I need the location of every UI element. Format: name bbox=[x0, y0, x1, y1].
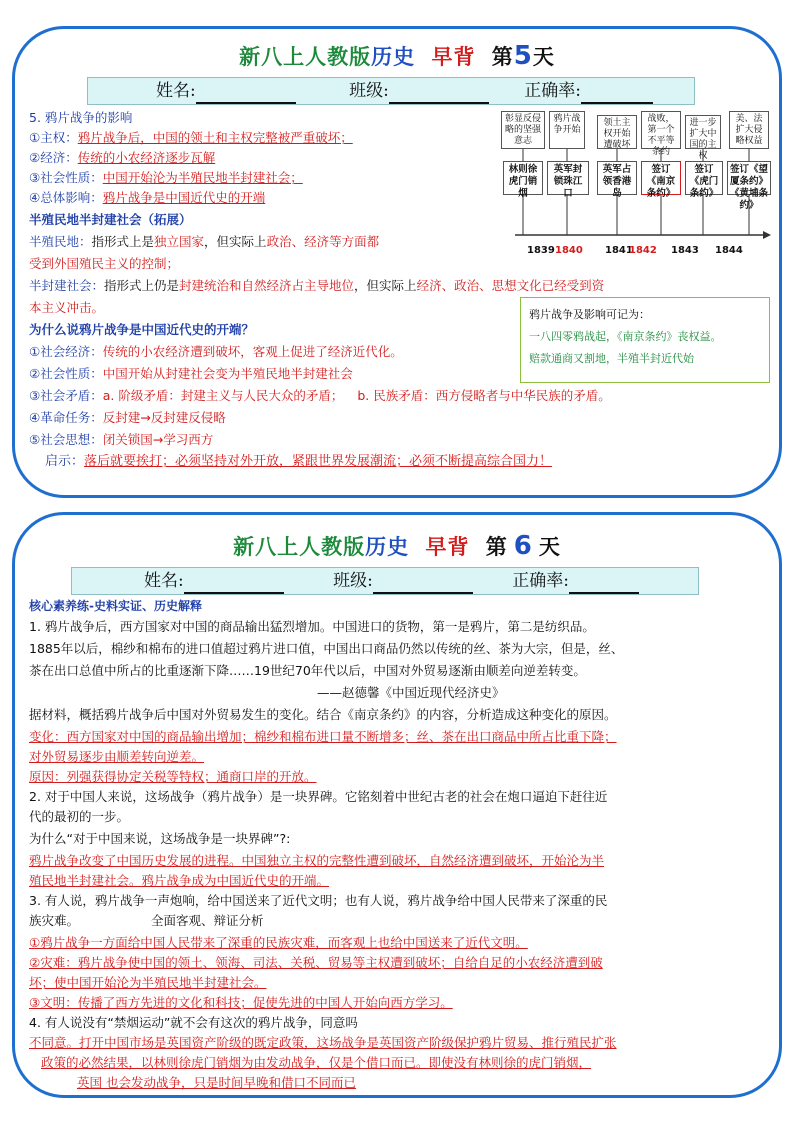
rate-label: 正确率: bbox=[524, 81, 582, 101]
material-text: 1. 鸦片战争后，西方国家对中国的商品输出猛烈增加。中国进口的货物，第一是鸦片，第二是纺织品。 bbox=[29, 619, 595, 634]
timeline-note: 战败，第一个不平等条约 bbox=[641, 111, 681, 149]
subheading-semicolonial: 半殖民地半封建社会（拓展） bbox=[29, 212, 192, 227]
day6-card bbox=[12, 512, 782, 1098]
day5-title: 新八上人教版历史 早背 第5天 bbox=[239, 41, 555, 71]
day6-title: 新八上人教版历史 早背 第 6 天 bbox=[233, 531, 561, 561]
reason-revolution: ④革命任务：反封建→反封建反侵略 bbox=[29, 410, 226, 425]
reason-thought: ⑤社会思想：闭关锁国→学习西方 bbox=[29, 432, 214, 447]
analysis-hint: 全面客观、辩证分析 bbox=[151, 913, 264, 928]
lesson-line: 启示：落后就要挨打；必须坚持对外开放，紧跟世界发展潮流；必须不断提高综合国力！ bbox=[45, 454, 553, 469]
timeline-note: 美、法扩大侵略权益 bbox=[729, 111, 769, 149]
def-semicolonial-cont: 受到外国殖民主义的控制； bbox=[29, 256, 180, 271]
impact-overall: ④总体影响：鸦片战争是中国近代史的开端 bbox=[29, 190, 266, 205]
question-text: 4. 有人说没有“禁烟运动”就不会有这次的鸦片战争，同意吗 bbox=[29, 1015, 358, 1030]
rate-field[interactable] bbox=[569, 572, 639, 594]
class-field[interactable] bbox=[373, 572, 473, 594]
answer-text: ②灾难：鸦片战争使中国的领土、领海、司法、关税、贸易等主权遭到破坏；自给自足的小农经济遭到破 bbox=[29, 955, 603, 970]
timeline-event: 签订《望厦条约》《黄埔条约》 bbox=[727, 161, 771, 195]
reason-society: ②社会性质：中国开始从封建社会变为半殖民地半封建社会 bbox=[29, 366, 353, 381]
summary-line: 一八四零鸦战起，《南京条约》丧权益。 bbox=[529, 330, 722, 343]
name-bar bbox=[71, 567, 699, 595]
reason-contradiction: ③社会矛盾：a. 阶级矛盾：封建主义与人民大众的矛盾； b. 民族矛盾：西方侵略者与中华民族的矛盾。 bbox=[29, 388, 611, 403]
timeline-event: 签订《虎门条约》 bbox=[685, 161, 723, 195]
section-heading: 5. 鸦片战争的影响 bbox=[29, 110, 133, 125]
timeline-year: 1843 bbox=[671, 245, 699, 256]
answer-text: ③文明：传播了西方先进的文化和科技；促使先进的中国人开始向西方学习。 bbox=[29, 995, 453, 1010]
question-text: 族灾难。 bbox=[29, 913, 80, 928]
question-text: 为什么“对于中国来说，这场战争是一块界碑”?: bbox=[29, 831, 291, 846]
timeline-year: 1840 bbox=[555, 245, 583, 256]
answer-text: 坏；使中国开始沦为半殖民地半封建社会。 bbox=[29, 975, 267, 990]
impact-society: ③社会性质：中国开始沦为半殖民地半封建社会； bbox=[29, 170, 303, 185]
answer-text: 不同意。打开中国市场是英国资产阶级的既定政策，这场战争是英国资产阶级保护鸦片贸易、推行殖民扩张 bbox=[29, 1035, 617, 1050]
def-semicolonial: 半殖民地：指形式上是独立国家，但实际上政治、经济等方面都 bbox=[29, 234, 380, 249]
timeline-year: 1844 bbox=[715, 245, 743, 256]
timeline-year: 1841 bbox=[605, 245, 633, 256]
timeline-note: 彰显反侵略的坚强意志 bbox=[501, 111, 545, 149]
name-bar bbox=[87, 77, 695, 105]
material-source: ——赵德馨《中国近现代经济史》 bbox=[317, 685, 505, 700]
timeline-note: 领土主权开始遭破坏 bbox=[597, 115, 637, 149]
class-field[interactable] bbox=[389, 82, 489, 104]
answer-text: 原因：列强获得协定关税等特权；通商口岸的开放。 bbox=[29, 769, 317, 784]
impact-sovereignty: ①主权：鸦片战争后，中国的领土和主权完整被严重破坏； bbox=[29, 130, 353, 145]
class-label: 班级: bbox=[333, 571, 373, 591]
rate-label: 正确率: bbox=[512, 571, 570, 591]
impact-economy: ②经济：传统的小农经济逐步瓦解 bbox=[29, 150, 216, 165]
summary-title: 鸦片战争及影响可记为： bbox=[529, 308, 650, 321]
answer-text: 对外贸易逐步由顺差转向逆差。 bbox=[29, 749, 205, 764]
timeline-note: 进一步扩大中国的主权 bbox=[685, 115, 721, 149]
summary-line: 赔款通商又割地，半殖半封近代始 bbox=[529, 352, 694, 365]
reason-economy: ①社会经济：传统的小农经济遭到破坏，客观上促进了经济近代化。 bbox=[29, 344, 403, 359]
name-field[interactable] bbox=[184, 572, 284, 594]
question-text: 3. 有人说，鸦片战争一声炮响，给中国送来了近代文明；也有人说，鸦片战争给中国人民带来了深重的民 bbox=[29, 893, 608, 908]
answer-text: 殖民地半封建社会。鸦片战争成为中国近代史的开端。 bbox=[29, 873, 330, 888]
timeline-note: 鸦片战争开始 bbox=[549, 111, 585, 149]
question-heading: 为什么说鸦片战争是中国近代史的开端？ bbox=[29, 322, 255, 337]
def-semifeudal-cont: 本主义冲击。 bbox=[29, 300, 105, 315]
question-text: 据材料，概括鸦片战争后中国对外贸易发生的变化。结合《南京条约》的内容，分析造成这种变化的原因。 bbox=[29, 707, 617, 722]
question-text: 2. 对于中国人来说，这场战争（鸦片战争）是一块界碑。它铭刻着中世纪古老的社会在炮口逼迫下赶往近 bbox=[29, 789, 608, 804]
material-text: 1885年以后，棉纱和棉布的进口值超过鸦片进口值，中国出口商品仍然以传统的丝、茶为大宗，但是，丝、 bbox=[29, 641, 624, 656]
name-label: 姓名: bbox=[144, 571, 184, 591]
section-heading: 核心素养练-史料实证、历史解释 bbox=[29, 599, 202, 613]
summary-box bbox=[520, 297, 770, 383]
answer-text: 政策的必然结果，以林则徐虎门销烟为由发动战争，仅是个借口而已。即使没有林则徐的虎门销烟， bbox=[41, 1055, 592, 1070]
timeline-diagram bbox=[501, 111, 771, 256]
question-text: 代的最初的一步。 bbox=[29, 809, 130, 824]
timeline-year: 1842 bbox=[629, 245, 657, 256]
timeline-event: 林则徐虎门销烟 bbox=[503, 161, 543, 195]
rate-field[interactable] bbox=[581, 82, 653, 104]
answer-text: 英国 也会发动战争，只是时间早晚和借口不同而已 bbox=[77, 1075, 356, 1090]
timeline-event: 英军占领香港岛 bbox=[597, 161, 637, 195]
answer-text: ①鸦片战争一方面给中国人民带来了深重的民族灾难，而客观上也给中国送来了近代文明。 bbox=[29, 935, 528, 950]
day5-card bbox=[12, 26, 782, 498]
timeline-event: 签订《南京条约》 bbox=[641, 161, 681, 195]
name-label: 姓名: bbox=[156, 81, 196, 101]
class-label: 班级: bbox=[349, 81, 389, 101]
name-field[interactable] bbox=[196, 82, 296, 104]
material-text: 茶在出口总值中所占的比重逐渐下降……19世纪70年代以后，中国对外贸易逐渐由顺差向逆差转变。 bbox=[29, 663, 586, 678]
def-semifeudal: 半封建社会：指形式上仍是封建统治和自然经济占主导地位，但实际上经济、政治、思想文化已经受到资 bbox=[29, 278, 605, 293]
answer-text: 鸦片战争改变了中国历史发展的进程。中国独立主权的完整性遭到破坏，自然经济遭到破坏，开始沦为半 bbox=[29, 853, 605, 868]
timeline-year: 1839 bbox=[527, 245, 555, 256]
timeline-event: 英军封锁珠江口 bbox=[547, 161, 589, 195]
answer-text: 变化：西方国家对中国的商品输出增加；棉纱和棉布进口量不断增多；丝、茶在出口商品中所占比重下降； bbox=[29, 729, 617, 744]
